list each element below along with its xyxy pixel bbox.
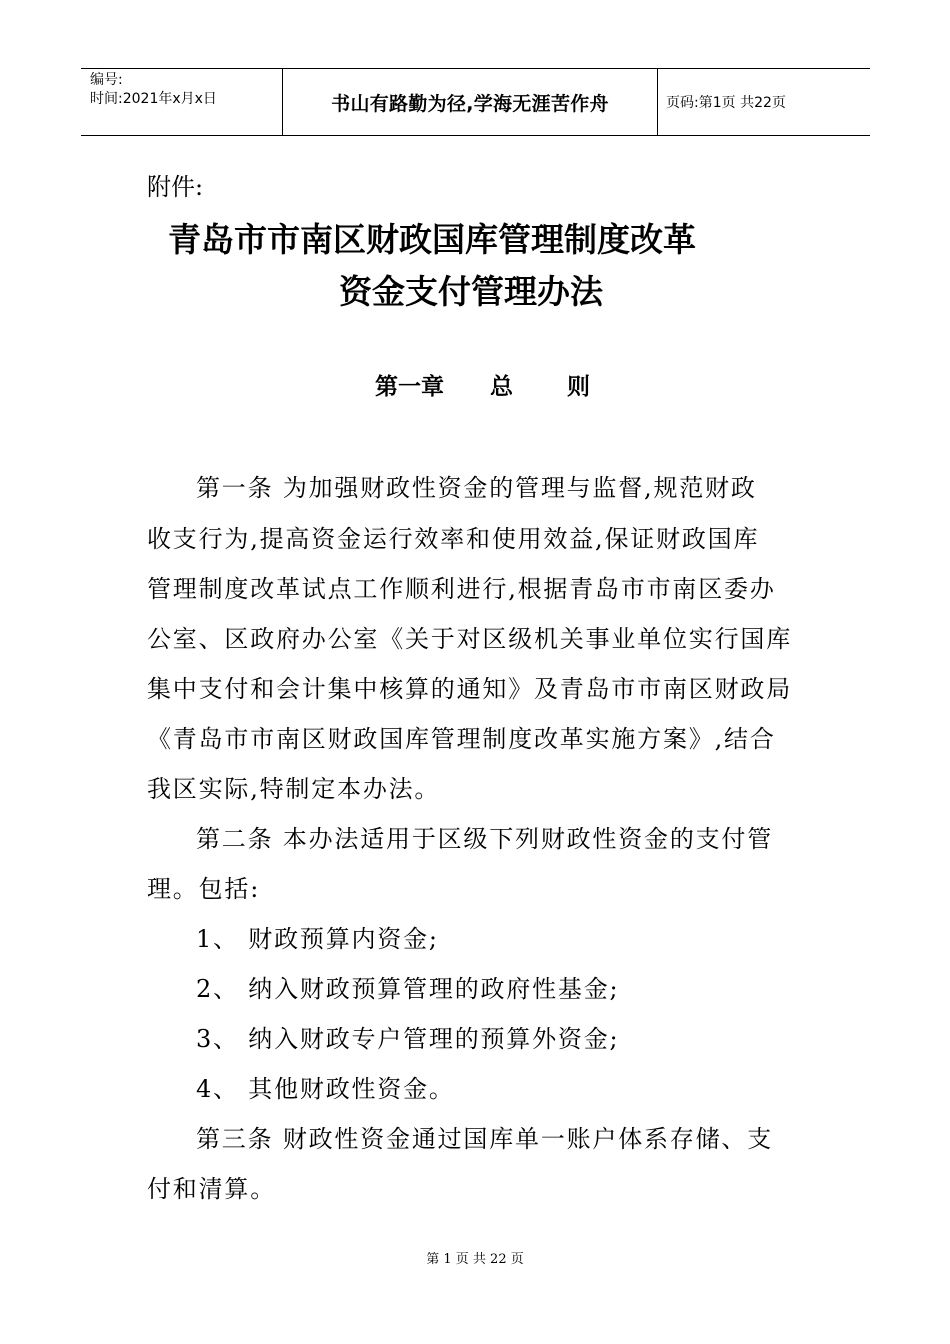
body-line: 集中支付和会计集中核算的通知》及青岛市市南区财政局: [147, 675, 792, 703]
body-line: 第一条 为加强财政性资金的管理与监督,规范财政: [196, 474, 757, 502]
header-motto: 书山有路勤为径,学海无涯苦作舟: [283, 69, 658, 135]
body-line: 理。包括:: [147, 875, 261, 903]
body-line: 付和清算。: [147, 1175, 276, 1203]
body-line: 我区实际,特制定本办法。: [147, 775, 441, 803]
time-label: 时间:2021年x月x日: [90, 91, 217, 107]
doc-title-line2: 资金支付管理办法: [339, 272, 603, 311]
body-line: 第二条 本办法适用于区级下列财政性资金的支付管: [196, 825, 774, 853]
body-line: 第三条 财政性资金通过国库单一账户体系存储、支: [196, 1125, 774, 1153]
chapter-heading: [375, 368, 590, 401]
header-page-info: 页码:第1页 共22页: [666, 95, 786, 111]
body-line: 管理制度改革试点工作顺利进行,根据青岛市市南区委办: [147, 575, 776, 603]
chapter-word-2: 则: [567, 374, 590, 400]
page-footer: 第 1 页 共 22 页: [426, 1252, 524, 1267]
number-label: 编号:: [90, 72, 123, 88]
doc-title-line1: 青岛市市南区财政国库管理制度改革: [168, 220, 696, 259]
chapter-label: 第一章: [375, 374, 444, 400]
header-meta: [81, 69, 283, 135]
list-item: 4、 其他财政性资金。: [196, 1075, 455, 1103]
chapter-word-1: 总: [490, 374, 513, 400]
list-item: 3、 纳入财政专户管理的预算外资金;: [196, 1025, 620, 1053]
list-item: 2、 纳入财政预算管理的政府性基金;: [196, 975, 620, 1003]
attachment-label: 附件:: [147, 173, 204, 201]
body-line: 《青岛市市南区财政国库管理制度改革实施方案》,结合: [147, 725, 776, 753]
body-line: 公室、区政府办公室《关于对区级机关事业单位实行国库: [147, 625, 792, 653]
page-header: [81, 68, 870, 136]
list-item: 1、 财政预算内资金;: [196, 925, 439, 953]
body-line: 收支行为,提高资金运行效率和使用效益,保证财政国库: [147, 525, 760, 553]
